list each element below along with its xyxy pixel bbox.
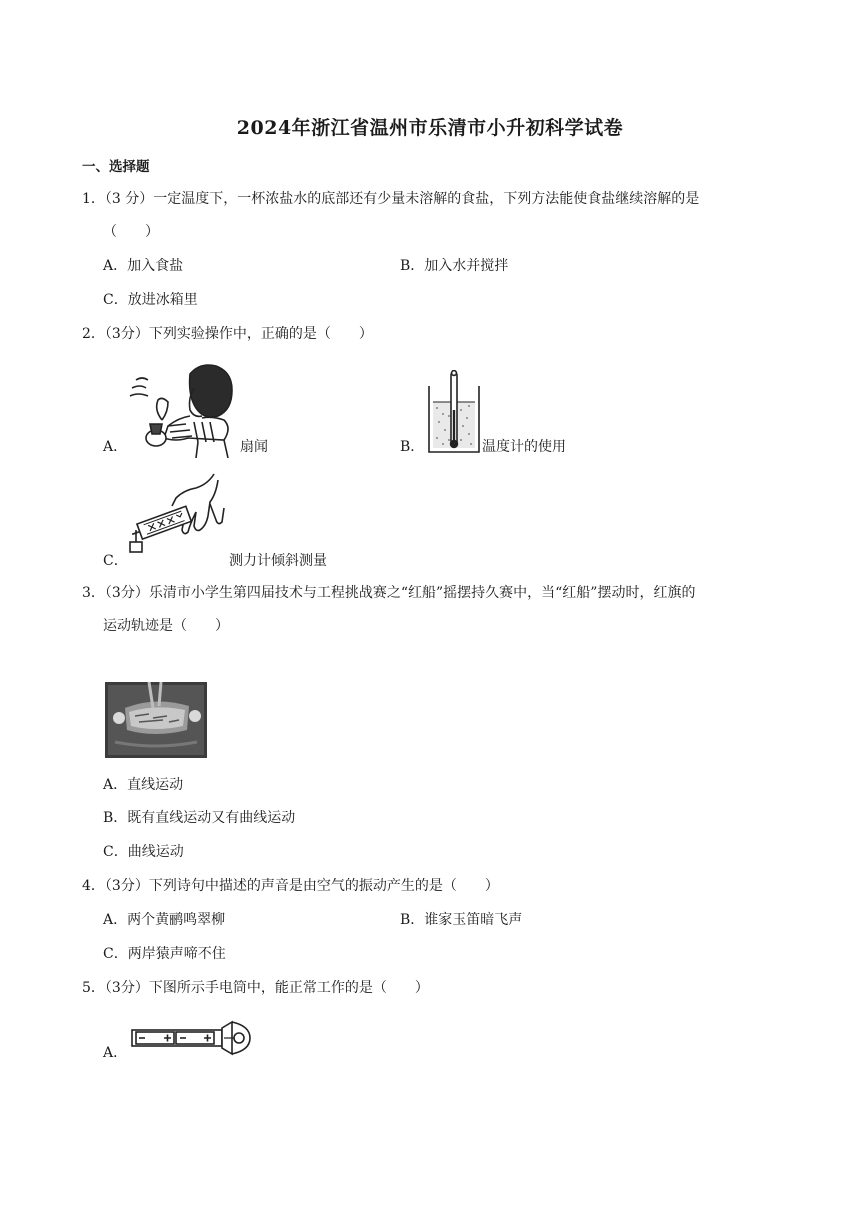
question-1-stem: 1．（3 分）一定温度下，一杯浓盐水的底部还有少量未溶解的食盐，下列方法能使食盐继续溶解的是	[82, 191, 700, 207]
flashlight-figure	[128, 1018, 252, 1058]
spring-scale-figure	[126, 470, 228, 556]
question-2-stem: 2．（3分）下列实验操作中，正确的是（ ）	[82, 326, 373, 342]
q3-option-c[interactable]: C．曲线运动	[103, 844, 184, 860]
question-1-stem-cont: （ ）	[103, 224, 159, 240]
q1-option-b[interactable]: B．加入水并搅拌	[400, 258, 509, 274]
q4-option-a[interactable]: A．两个黄鹂鸣翠柳	[103, 912, 226, 928]
q1-option-a[interactable]: A．加入食盐	[103, 258, 184, 274]
q2-option-b-caption: 温度计的使用	[482, 439, 566, 455]
fanning-smell-figure	[128, 358, 240, 458]
red-boat-photo	[105, 682, 207, 758]
q2-option-c-letter[interactable]: C．	[103, 553, 128, 569]
q3-option-b[interactable]: B．既有直线运动又有曲线运动	[103, 810, 296, 826]
question-3-stem: 3．（3分）乐清市小学生第四届技术与工程挑战赛之“红船”摇摆持久赛中，当“红船”摆动时，红旗的	[82, 585, 696, 601]
thermometer-beaker-figure	[425, 370, 483, 456]
q2-option-b-letter[interactable]: B．	[400, 439, 425, 455]
q2-option-a-caption: 扇闻	[240, 439, 268, 455]
page-title: 2024年浙江省温州市乐清市小升初科学试卷	[236, 117, 624, 139]
q4-option-b[interactable]: B．谁家玉笛暗飞声	[400, 912, 523, 928]
section-heading: 一、选择题	[82, 159, 150, 175]
q5-option-a-letter[interactable]: A．	[103, 1045, 128, 1061]
question-4-stem: 4．（3分）下列诗句中描述的声音是由空气的振动产生的是（ ）	[82, 878, 499, 894]
question-5-stem: 5．（3分）下图所示手电筒中，能正常工作的是（ ）	[82, 980, 429, 996]
q3-option-a[interactable]: A．直线运动	[103, 777, 184, 793]
q4-option-c[interactable]: C．两岸猿声啼不住	[103, 946, 226, 962]
question-3-stem-cont: 运动轨迹是（ ）	[103, 618, 229, 634]
q1-option-c[interactable]: C．放进冰箱里	[103, 292, 198, 308]
q2-option-c-caption: 测力计倾斜测量	[229, 553, 327, 569]
q2-option-a-letter[interactable]: A．	[103, 439, 128, 455]
